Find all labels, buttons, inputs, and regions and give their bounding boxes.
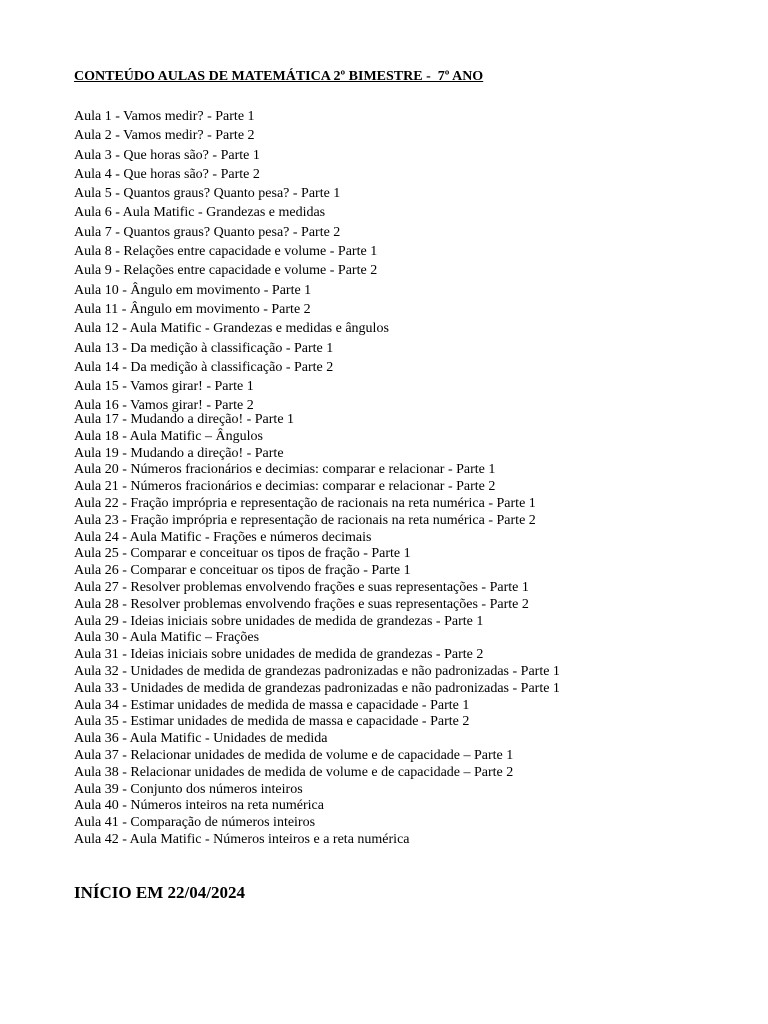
lesson-item: Aula 16 - Vamos girar! - Parte 2 (74, 398, 254, 414)
lesson-item: Aula 28 - Resolver problemas envolvendo frações e suas representações - Parte 2 (74, 596, 529, 612)
lesson-item: Aula 35 - Estimar unidades de medida de massa e capacidade - Parte 2 (74, 714, 470, 730)
lesson-item: Aula 4 - Que horas são? - Parte 2 (74, 166, 260, 182)
lesson-item: Aula 20 - Números fracionários e decimias: comparar e relacionar - Parte 1 (74, 462, 496, 478)
lesson-item: Aula 40 - Números inteiros na reta numérica (74, 798, 324, 814)
lesson-list-lower (74, 412, 560, 849)
lesson-item: Aula 3 - Que horas são? - Parte 1 (74, 147, 260, 163)
lesson-item: Aula 9 - Relações entre capacidade e volume - Parte 2 (74, 263, 378, 279)
lesson-item: Aula 39 - Conjunto dos números inteiros (74, 781, 303, 797)
lesson-item: Aula 22 - Fração imprópria e representação de racionais na reta numérica - Parte 1 (74, 495, 536, 511)
start-date: INÍCIO EM 22/04/2024 (74, 883, 245, 902)
lesson-item: Aula 6 - Aula Matific - Grandezas e medidas (74, 205, 326, 221)
lesson-item: Aula 17 - Mudando a direção! - Parte 1 (74, 412, 295, 427)
lesson-list-upper (74, 107, 389, 416)
lesson-item: Aula 13 - Da medição à classificação - Parte 1 (74, 340, 334, 356)
lesson-item: Aula 25 - Comparar e conceituar os tipos de fração - Parte 1 (74, 546, 411, 562)
lesson-item: Aula 26 - Comparar e conceituar os tipos de fração - Parte 1 (74, 563, 411, 579)
lesson-item: Aula 27 - Resolver problemas envolvendo frações e suas representações - Parte 1 (74, 579, 529, 595)
lesson-item: Aula 41 - Comparação de números inteiros (74, 815, 316, 831)
lesson-item: Aula 31 - Ideias iniciais sobre unidades de medida de grandezas - Parte 2 (74, 647, 484, 663)
lesson-item: Aula 19 - Mudando a direção! - Parte (74, 445, 284, 461)
lesson-item: Aula 30 - Aula Matific – Frações (74, 630, 260, 646)
document-title: CONTEÚDO AULAS DE MATEMÁTICA 2º BIMESTRE - 7º ANO (74, 69, 484, 84)
lesson-item: Aula 10 - Ângulo em movimento - Parte 1 (74, 282, 312, 298)
lesson-item: Aula 18 - Aula Matific – Ângulos (74, 428, 263, 444)
lesson-item: Aula 2 - Vamos medir? - Parte 2 (74, 128, 255, 144)
lesson-item: Aula 23 - Fração imprópria e representação de racionais na reta numérica - Parte 2 (74, 512, 536, 528)
lesson-item: Aula 8 - Relações entre capacidade e volume - Parte 1 (74, 244, 378, 260)
lesson-item: Aula 32 - Unidades de medida de grandezas padronizadas e não padronizadas - Parte 1 (74, 663, 560, 679)
lesson-item: Aula 33 - Unidades de medida de grandezas padronizadas e não padronizadas - Parte 1 (74, 680, 560, 696)
lesson-item: Aula 11 - Ângulo em movimento - Parte 2 (74, 301, 311, 317)
lesson-item: Aula 38 - Relacionar unidades de medida de volume e de capacidade – Parte 2 (74, 764, 514, 780)
lesson-item: Aula 36 - Aula Matific - Unidades de medida (74, 731, 328, 747)
lesson-item: Aula 37 - Relacionar unidades de medida de volume e de capacidade – Parte 1 (74, 747, 514, 763)
lesson-item: Aula 21 - Números fracionários e decimias: comparar e relacionar - Parte 2 (74, 479, 496, 495)
lesson-item: Aula 42 - Aula Matific - Números inteiros e a reta numérica (74, 831, 410, 847)
lesson-item: Aula 34 - Estimar unidades de medida de massa e capacidade - Parte 1 (74, 697, 470, 713)
lesson-item: Aula 1 - Vamos medir? - Parte 1 (74, 109, 255, 124)
lesson-item: Aula 7 - Quantos graus? Quanto pesa? - Parte 2 (74, 224, 341, 240)
lesson-item: Aula 12 - Aula Matific - Grandezas e medidas e ângulos (74, 321, 389, 337)
lesson-item: Aula 24 - Aula Matific - Frações e números decimais (74, 529, 372, 545)
lesson-item: Aula 14 - Da medição à classificação - Parte 2 (74, 359, 334, 375)
lesson-item: Aula 15 - Vamos girar! - Parte 1 (74, 379, 254, 395)
lesson-item: Aula 5 - Quantos graus? Quanto pesa? - Parte 1 (74, 186, 341, 202)
lesson-item: Aula 29 - Ideias iniciais sobre unidades de medida de grandezas - Parte 1 (74, 613, 484, 629)
